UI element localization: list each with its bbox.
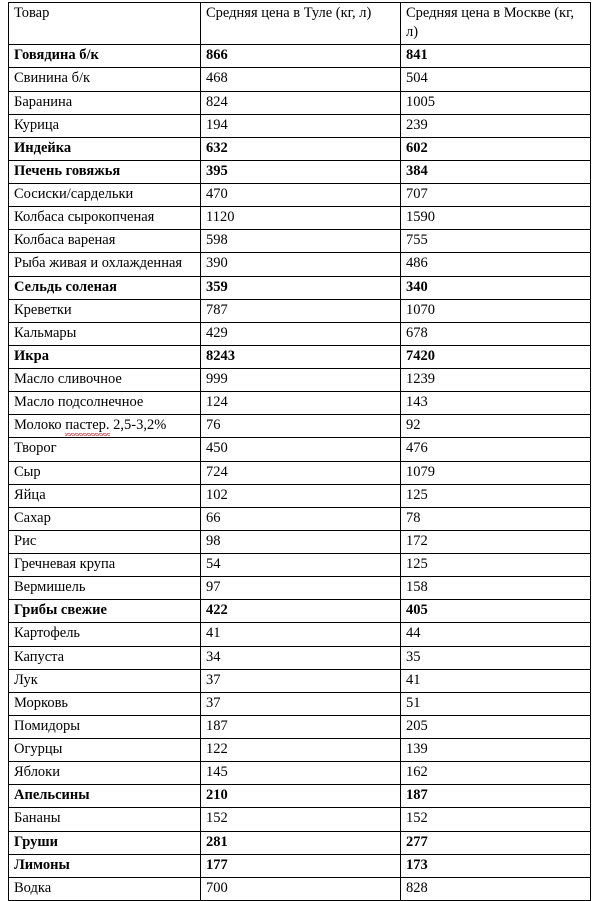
price-comparison-table: [8, 2, 591, 901]
table-row: [9, 739, 591, 762]
cell-moscow-price: 1239: [401, 369, 591, 392]
cell-moscow-price: 239: [401, 114, 591, 137]
cell-product-name: Масло сливочное: [9, 369, 201, 392]
table-header: [9, 3, 591, 45]
cell-product-name: Лук: [9, 669, 201, 692]
cell-tula-price: 102: [201, 484, 401, 507]
cell-moscow-price: 41: [401, 669, 591, 692]
cell-tula-price: 41: [201, 623, 401, 646]
cell-product-name: Кальмары: [9, 322, 201, 345]
table-row: [9, 345, 591, 368]
cell-moscow-price: 1079: [401, 461, 591, 484]
cell-product-name: Баранина: [9, 91, 201, 114]
cell-product-name: Сахар: [9, 507, 201, 530]
cell-product-name: Креветки: [9, 299, 201, 322]
cell-tula-price: 724: [201, 461, 401, 484]
cell-product-name: Вермишель: [9, 577, 201, 600]
column-header-moscow-price: [401, 3, 591, 45]
cell-moscow-price: 44: [401, 623, 591, 646]
table-row: [9, 184, 591, 207]
table-row: [9, 114, 591, 137]
cell-tula-price: 124: [201, 392, 401, 415]
cell-product-name: Масло подсолнечное: [9, 392, 201, 415]
table-row: [9, 554, 591, 577]
cell-moscow-price: 602: [401, 137, 591, 160]
cell-tula-price: 281: [201, 831, 401, 854]
cell-moscow-price: 125: [401, 484, 591, 507]
cell-tula-price: 34: [201, 646, 401, 669]
table-row: [9, 877, 591, 900]
table-row: [9, 253, 591, 276]
table-row: [9, 692, 591, 715]
cell-moscow-price: 1590: [401, 207, 591, 230]
cell-moscow-price: 707: [401, 184, 591, 207]
table-row: [9, 137, 591, 160]
cell-moscow-price: 277: [401, 831, 591, 854]
spellcheck-underlined-word: пастер.: [65, 416, 109, 435]
table-row: [9, 230, 591, 253]
cell-product-name: Апельсины: [9, 785, 201, 808]
cell-product-name: Колбаса вареная: [9, 230, 201, 253]
cell-tula-price: 866: [201, 45, 401, 68]
table-row: [9, 392, 591, 415]
table-row: [9, 808, 591, 831]
cell-tula-price: 470: [201, 184, 401, 207]
cell-product-name: Бананы: [9, 808, 201, 831]
cell-moscow-price: 486: [401, 253, 591, 276]
cell-product-name: Молоко пастер. 2,5-3,2%: [9, 415, 201, 438]
column-header-moscow-price-label: Средняя цена в Москве (кг, л): [406, 5, 575, 41]
table-row: [9, 484, 591, 507]
cell-product-name: Помидоры: [9, 715, 201, 738]
table-row: [9, 322, 591, 345]
table-row: [9, 438, 591, 461]
cell-product-name: Рыба живая и охлажденная: [9, 253, 201, 276]
cell-product-name: Гречневая крупа: [9, 554, 201, 577]
column-header-product: [9, 3, 201, 45]
cell-product-name: Лимоны: [9, 854, 201, 877]
cell-product-name: Яблоки: [9, 762, 201, 785]
table-row: [9, 785, 591, 808]
table-row: [9, 762, 591, 785]
cell-moscow-price: 340: [401, 276, 591, 299]
cell-moscow-price: 152: [401, 808, 591, 831]
cell-moscow-price: 504: [401, 68, 591, 91]
table-row: [9, 68, 591, 91]
cell-tula-price: 598: [201, 230, 401, 253]
cell-moscow-price: 384: [401, 160, 591, 183]
cell-moscow-price: 92: [401, 415, 591, 438]
cell-tula-price: 76: [201, 415, 401, 438]
cell-tula-price: 787: [201, 299, 401, 322]
table-row: [9, 276, 591, 299]
table-header-row: [9, 3, 591, 45]
column-header-tula-price: [201, 3, 401, 45]
table-row: [9, 461, 591, 484]
cell-moscow-price: 405: [401, 600, 591, 623]
table-row: [9, 715, 591, 738]
table-row: [9, 831, 591, 854]
cell-product-name: Курица: [9, 114, 201, 137]
cell-tula-price: 468: [201, 68, 401, 91]
table-row: [9, 854, 591, 877]
cell-moscow-price: 678: [401, 322, 591, 345]
table-row: [9, 507, 591, 530]
table-row: [9, 577, 591, 600]
cell-tula-price: 422: [201, 600, 401, 623]
table-row: [9, 600, 591, 623]
cell-moscow-price: 172: [401, 530, 591, 553]
cell-tula-price: 632: [201, 137, 401, 160]
cell-product-name: Творог: [9, 438, 201, 461]
cell-tula-price: 824: [201, 91, 401, 114]
table-row: [9, 623, 591, 646]
cell-tula-price: 429: [201, 322, 401, 345]
cell-product-name: Сыр: [9, 461, 201, 484]
cell-moscow-price: 78: [401, 507, 591, 530]
cell-tula-price: 999: [201, 369, 401, 392]
table-row: [9, 91, 591, 114]
cell-tula-price: 359: [201, 276, 401, 299]
cell-product-name: Груши: [9, 831, 201, 854]
cell-moscow-price: 143: [401, 392, 591, 415]
column-header-product-label: Товар: [14, 5, 50, 21]
cell-tula-price: 390: [201, 253, 401, 276]
cell-moscow-price: 1070: [401, 299, 591, 322]
cell-moscow-price: 1005: [401, 91, 591, 114]
table-row: [9, 160, 591, 183]
cell-product-name: Свинина б/к: [9, 68, 201, 91]
cell-tula-price: 122: [201, 739, 401, 762]
cell-tula-price: 37: [201, 692, 401, 715]
cell-tula-price: 145: [201, 762, 401, 785]
cell-tula-price: 187: [201, 715, 401, 738]
cell-product-name: Огурцы: [9, 739, 201, 762]
cell-tula-price: 194: [201, 114, 401, 137]
cell-moscow-price: 173: [401, 854, 591, 877]
cell-tula-price: 54: [201, 554, 401, 577]
cell-product-name: Рис: [9, 530, 201, 553]
cell-moscow-price: 51: [401, 692, 591, 715]
cell-moscow-price: 162: [401, 762, 591, 785]
table-row: [9, 207, 591, 230]
table-row: [9, 530, 591, 553]
cell-product-name: Грибы свежие: [9, 600, 201, 623]
cell-tula-price: 8243: [201, 345, 401, 368]
cell-product-name: Индейка: [9, 137, 201, 160]
cell-tula-price: 450: [201, 438, 401, 461]
cell-product-name: Сосиски/сардельки: [9, 184, 201, 207]
table-row: [9, 299, 591, 322]
cell-product-name: Морковь: [9, 692, 201, 715]
cell-moscow-price: 158: [401, 577, 591, 600]
table-row: [9, 646, 591, 669]
cell-tula-price: 66: [201, 507, 401, 530]
cell-moscow-price: 755: [401, 230, 591, 253]
cell-moscow-price: 139: [401, 739, 591, 762]
cell-tula-price: 1120: [201, 207, 401, 230]
column-header-tula-price-label: Средняя цена в Туле (кг, л): [206, 5, 372, 21]
cell-tula-price: 395: [201, 160, 401, 183]
cell-tula-price: 97: [201, 577, 401, 600]
cell-product-name: Икра: [9, 345, 201, 368]
cell-moscow-price: 125: [401, 554, 591, 577]
cell-moscow-price: 841: [401, 45, 591, 68]
table-row: [9, 369, 591, 392]
table-row: [9, 45, 591, 68]
cell-tula-price: 98: [201, 530, 401, 553]
cell-moscow-price: 35: [401, 646, 591, 669]
cell-product-name: Сельдь соленая: [9, 276, 201, 299]
cell-product-name: Водка: [9, 877, 201, 900]
cell-tula-price: 37: [201, 669, 401, 692]
cell-tula-price: 700: [201, 877, 401, 900]
cell-product-name: Говядина б/к: [9, 45, 201, 68]
cell-moscow-price: 187: [401, 785, 591, 808]
table-row: [9, 415, 591, 438]
cell-moscow-price: 476: [401, 438, 591, 461]
cell-product-name: Картофель: [9, 623, 201, 646]
cell-tula-price: 177: [201, 854, 401, 877]
cell-product-name: Яйца: [9, 484, 201, 507]
cell-moscow-price: 205: [401, 715, 591, 738]
table-body: [9, 45, 591, 901]
cell-moscow-price: 828: [401, 877, 591, 900]
cell-moscow-price: 7420: [401, 345, 591, 368]
cell-product-name: Колбаса сырокопченая: [9, 207, 201, 230]
cell-tula-price: 210: [201, 785, 401, 808]
cell-product-name: Печень говяжья: [9, 160, 201, 183]
cell-product-name: Капуста: [9, 646, 201, 669]
table-row: [9, 669, 591, 692]
cell-tula-price: 152: [201, 808, 401, 831]
